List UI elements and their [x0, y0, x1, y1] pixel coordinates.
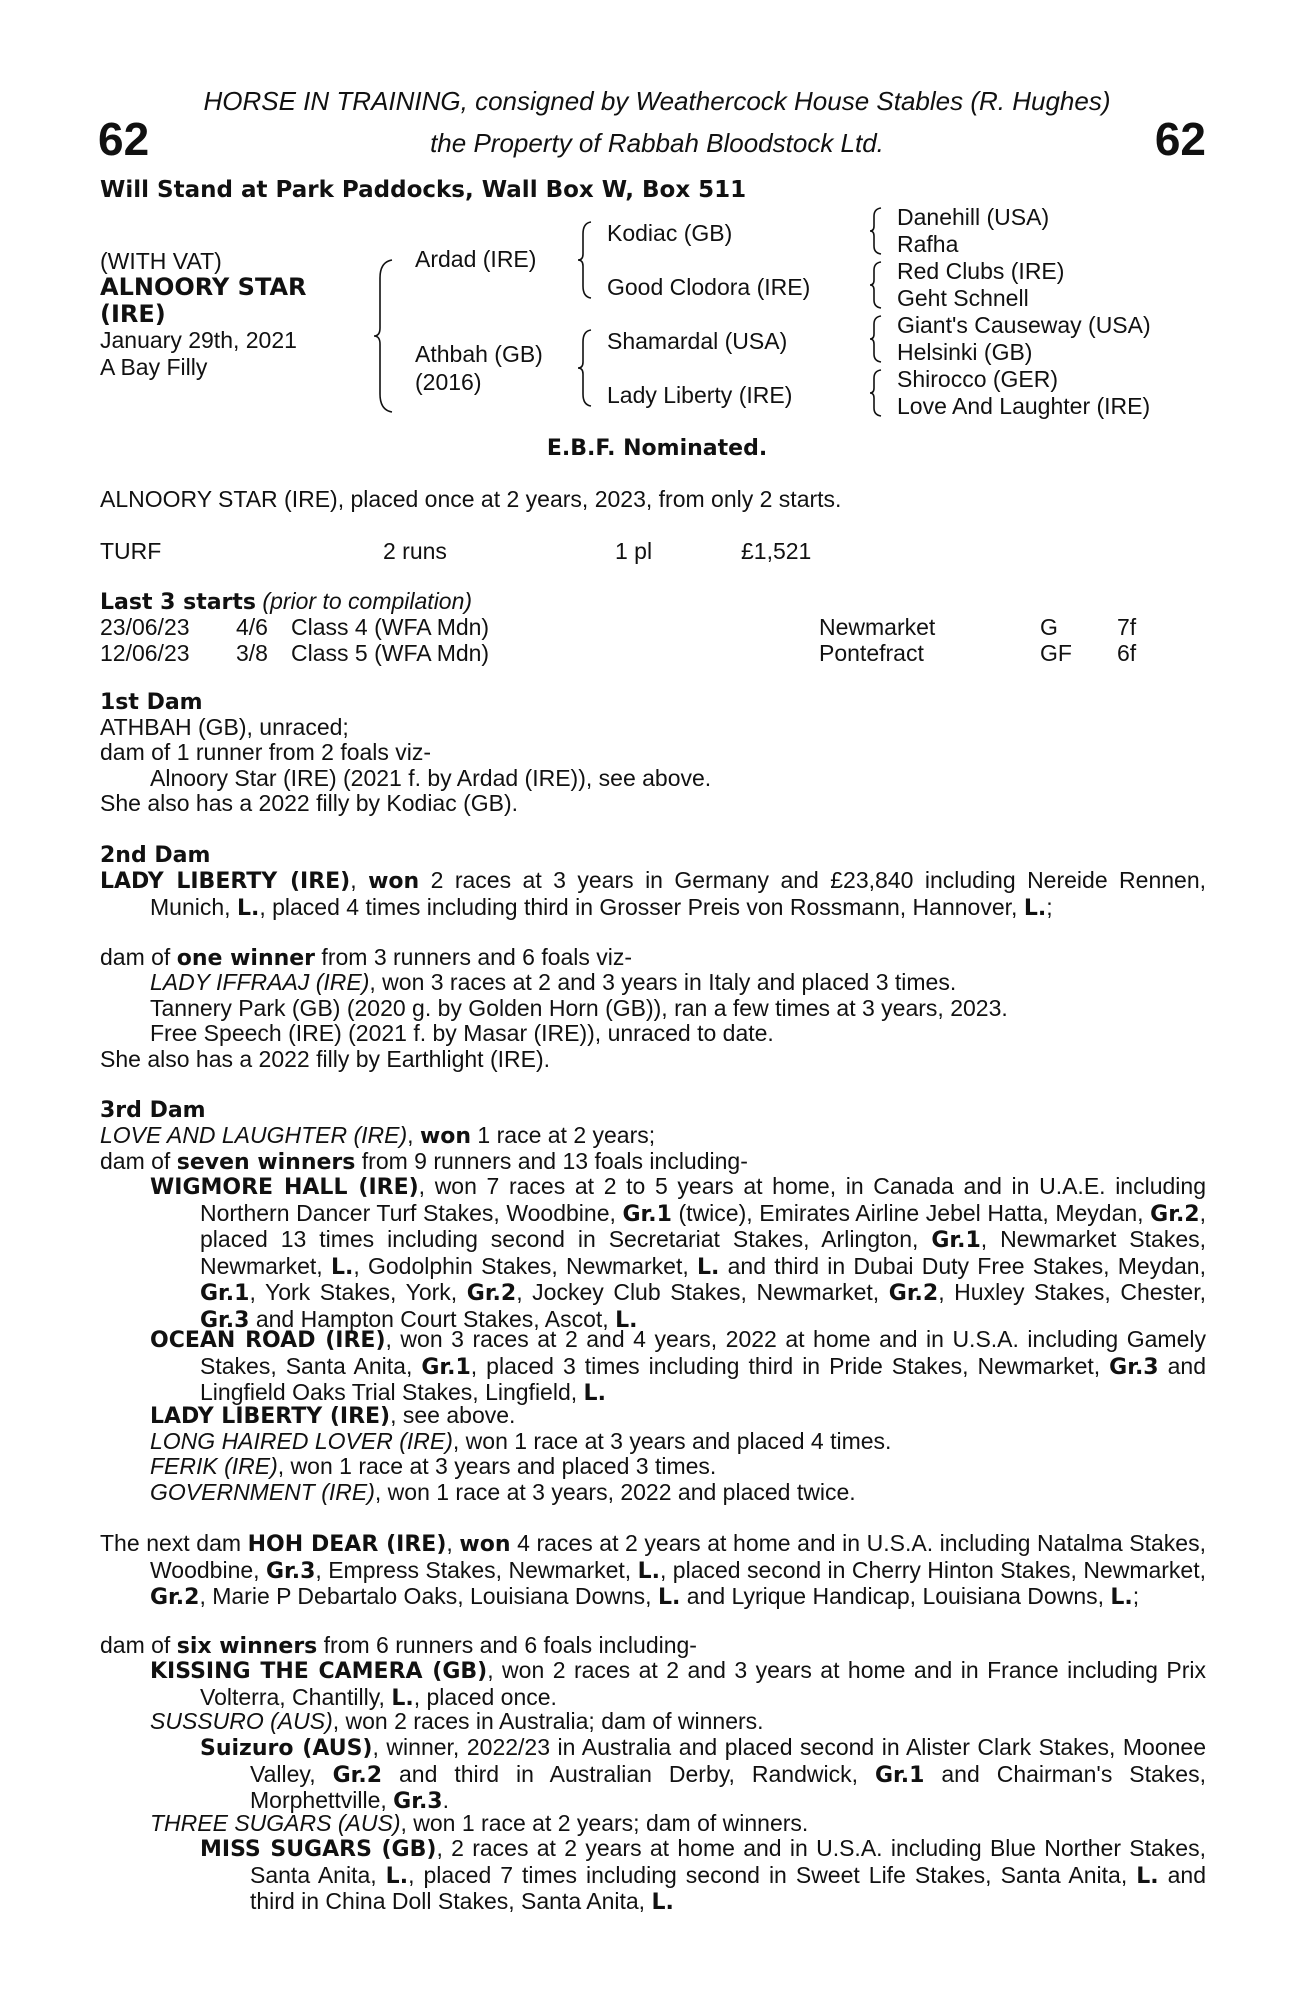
listed-mark: L.	[330, 1254, 354, 1280]
dam2-name: LADY LIBERTY (IRE)	[100, 869, 351, 894]
record-earnings: £1,521	[741, 538, 812, 564]
dam1-foal: Alnoory Star (IRE) (2021 f. by Ardad (IRE)), see above.	[150, 765, 712, 791]
start-distance: 7f	[1117, 614, 1137, 640]
listed-mark: L.	[391, 1685, 414, 1711]
dam2-offspring: Tannery Park (GB) (2020 g. by Golden Horn (GB)), ran a few times at 3 years, 2023.	[150, 995, 1008, 1021]
listed-mark: L.	[637, 1558, 660, 1584]
group-mark: Gr.3	[1109, 1354, 1159, 1380]
group-mark: Gr.2	[332, 1762, 383, 1788]
dam2-record: LADY LIBERTY (IRE), won 2 races at 3 years in Germany and £23,840 including Nereide Rennen, Munich, L., placed 4 times including third in Grosser Preis von Rossmann, Hannover, L.;	[100, 867, 1207, 921]
listed-mark: L.	[615, 1307, 638, 1333]
vat-note: (WITH VAT)	[100, 248, 222, 274]
dam2-text: 2 races at 3 years in Germany and £23,840 including Nereide Rennen, Munich,	[150, 867, 1207, 920]
next-dam-text: , Marie P Debartalo Oaks, Louisiana Downs,	[199, 1583, 658, 1609]
dam3-text: from 9 runners and 13 foals including-	[355, 1148, 748, 1174]
offspring-text: , won 2 races in Australia; dam of winners.	[332, 1708, 764, 1734]
offspring-name: KISSING THE CAMERA (GB)	[150, 1659, 488, 1684]
listed-mark: L.	[385, 1863, 409, 1889]
offspring-text: , Newmarket Stakes, Newmarket,	[200, 1226, 1206, 1279]
offspring-text: (twice), Emirates Airline Jebel Hatta, Meydan,	[671, 1199, 1151, 1226]
start-going: GF	[1040, 640, 1072, 666]
offspring-text: and third in China Doll Stakes, Santa Anita,	[250, 1861, 1207, 1914]
last-starts-note: (prior to compilation)	[262, 588, 473, 614]
horse-dob: January 29th, 2021	[100, 327, 297, 353]
offspring-name: LONG HAIRED LOVER (IRE)	[150, 1428, 453, 1454]
offspring-text: and third in Australian Derby, Randwick,	[382, 1760, 875, 1787]
pedigree-dam-dam: Lady Liberty (IRE)	[607, 382, 793, 408]
offspring-text: , 2 races at 2 years at home and in U.S.A. including Blue Norther Stakes, Santa Anita,	[250, 1835, 1206, 1888]
group-mark: Gr.1	[931, 1228, 981, 1253]
pedigree-sds: Red Clubs (IRE)	[897, 258, 1065, 284]
pedigree-sss: Danehill (USA)	[897, 204, 1050, 230]
group-mark: Gr.1	[421, 1354, 471, 1380]
pedigree-sire-dam: Good Clodora (IRE)	[607, 274, 811, 300]
next-dam-winners: six winners	[176, 1634, 318, 1659]
dam2-offspring	[150, 970, 956, 996]
start-course: Newmarket	[819, 614, 936, 640]
pedigree-brace-sire	[577, 220, 593, 306]
group-mark: Gr.3	[265, 1558, 316, 1584]
pedigree-ddd: Love And Laughter (IRE)	[897, 393, 1151, 419]
record-runs: 2 runs	[383, 538, 447, 564]
pedigree-dam-sire: Shamardal (USA)	[607, 328, 788, 354]
dam3-text: 1 race at 2 years;	[471, 1122, 656, 1148]
dam2-text: from 3 runners and 6 foals viz-	[315, 944, 633, 970]
dam2-produce	[100, 945, 632, 972]
pedigree-dam: Athbah (GB)	[415, 341, 543, 367]
record-surface: TURF	[100, 538, 162, 564]
start-race: Class 5 (WFA Mdn)	[291, 640, 490, 666]
start-course: Pontefract	[819, 640, 924, 666]
offspring-text: , won 1 race at 3 years and placed 4 times.	[452, 1428, 892, 1454]
listed-mark: L.	[1023, 895, 1047, 921]
listed-mark: L.	[236, 895, 260, 921]
next-dam-record: The next dam HOH DEAR (IRE), won 4 races at 2 years at home and in U.S.A. including Natalma Stakes, Woodbine, Gr.3, Empress Stakes, Newmarket, L., placed second in Cherry Hinton Stakes, Newmarket, Gr.2, Marie P Debartalo Oaks, Louisiana Downs, L. and Lyrique Handicap, Louisiana Downs, L.;	[100, 1530, 1207, 1610]
offspring-lady-liberty	[150, 1403, 515, 1430]
next-dam-text: The next dam	[100, 1530, 248, 1556]
dam2-also: She also has a 2022 filly by Earthlight (IRE).	[100, 1046, 551, 1072]
listed-mark: L.	[1136, 1863, 1159, 1889]
offspring-text: , Godolphin Stakes, Newmarket,	[353, 1252, 697, 1279]
offspring-text: and Hampton Court Stakes, Ascot,	[249, 1305, 616, 1332]
offspring-name: FERIK (IRE)	[150, 1453, 278, 1479]
pedigree-dam-year: (2016)	[415, 369, 482, 395]
next-dam-text: , placed second in Cherry Hinton Stakes, Newmarket,	[659, 1556, 1207, 1583]
next-dam-text: dam of	[100, 1632, 177, 1658]
dam2-offspring: Free Speech (IRE) (2021 f. by Masar (IRE)), unraced to date.	[150, 1020, 774, 1046]
offspring-name: Suizuro (AUS)	[200, 1736, 373, 1761]
dam3-name: LOVE AND LAUGHTER (IRE)	[100, 1122, 408, 1148]
offspring-text: , see above.	[390, 1402, 516, 1428]
pedigree-brace-g2	[869, 260, 883, 316]
offspring-text: , placed 7 times including second in Sweet Life Stakes, Santa Anita,	[408, 1861, 1137, 1888]
listed-mark: L.	[657, 1585, 681, 1610]
offspring-text: , Jockey Club Stakes, Newmarket,	[516, 1279, 889, 1305]
offspring-kissing-the-camera	[150, 1658, 1206, 1711]
dam3-winners: seven winners	[176, 1150, 356, 1175]
dam2-text: ;	[1046, 893, 1053, 920]
pedigree-brace-dam	[577, 328, 593, 414]
next-dam-produce	[100, 1633, 697, 1660]
next-dam-won: won	[459, 1532, 511, 1557]
offspring-name: LADY IFFRAAJ (IRE)	[150, 969, 370, 995]
offspring-text: , York Stakes, York,	[249, 1279, 467, 1305]
offspring-name: MISS SUGARS (GB)	[200, 1837, 437, 1862]
offspring-name: OCEAN ROAD (IRE)	[150, 1328, 386, 1353]
last-starts-heading	[100, 588, 472, 615]
offspring-sussuro	[150, 1709, 764, 1735]
pedigree-dds: Shirocco (GER)	[897, 366, 1059, 392]
pedigree-brace-g1	[869, 206, 883, 262]
offspring-text: and Chairman's Stakes, Morphettville,	[250, 1760, 1206, 1813]
next-dam-text: 4 races at 2 years at home and in U.S.A. including Natalma Stakes, Woodbine,	[150, 1530, 1206, 1583]
pedigree-ssd: Rafha	[897, 231, 959, 257]
group-mark: Gr.3	[393, 1789, 443, 1814]
pedigree-sire-sire: Kodiac (GB)	[607, 220, 733, 246]
lot-number-left: 62	[98, 113, 150, 165]
offspring-government	[150, 1480, 856, 1506]
pedigree-brace-g3	[869, 314, 883, 370]
dam3-heading: 3rd Dam	[100, 1098, 206, 1123]
offspring-text: , won 3 races at 2 and 4 years, 2022 at home and in U.S.A. including Gamely Stakes, Santa Anita,	[200, 1326, 1206, 1379]
horse-name: ALNOORY STAR	[100, 273, 307, 301]
stand-location: Will Stand at Park Paddocks, Wall Box W, Box 511	[100, 177, 747, 203]
dam2-won: won	[368, 869, 420, 894]
offspring-long-haired-lover	[150, 1429, 891, 1455]
group-mark: Gr.2	[466, 1281, 517, 1306]
horse-name-suffix: (IRE)	[100, 300, 166, 328]
dam3-produce	[100, 1149, 748, 1176]
header-consignor: HORSE IN TRAINING, consigned by Weathercock House Stables (R. Hughes)	[203, 86, 1111, 116]
offspring-suizuro	[200, 1735, 1206, 1815]
offspring-text: , winner, 2022/23 in Australia and placed second in Alister Clark Stakes, Moonee Valley,	[250, 1734, 1207, 1787]
offspring-text: .	[442, 1787, 449, 1813]
dam1-heading: 1st Dam	[100, 690, 203, 715]
listed-mark: L.	[583, 1381, 606, 1406]
start-distance: 6f	[1117, 640, 1137, 666]
listed-mark: L.	[651, 1890, 674, 1915]
start-date: 23/06/23	[100, 614, 190, 640]
start-position: 3/8	[236, 640, 268, 666]
offspring-text: , won 2 races at 2 and 3 years at home and in France including Prix Volterra, Chantilly,	[200, 1657, 1206, 1710]
offspring-text: , won 1 race at 3 years and placed 3 times.	[277, 1453, 717, 1479]
next-dam-name: HOH DEAR (IRE)	[247, 1532, 447, 1557]
offspring-text: , placed once.	[413, 1683, 557, 1710]
offspring-ferik	[150, 1454, 716, 1480]
group-mark: Gr.3	[200, 1307, 250, 1333]
dam1-produce: dam of 1 runner from 2 foals viz-	[100, 739, 432, 765]
dam2-winners: one winner	[176, 946, 316, 971]
next-dam-text: , Empress Stakes, Newmarket,	[315, 1556, 638, 1583]
offspring-text: , won 1 race at 3 years, 2022 and placed twice.	[374, 1479, 856, 1505]
career-summary: ALNOORY STAR (IRE), placed once at 2 years, 2023, from only 2 starts.	[100, 486, 842, 512]
start-date: 12/06/23	[100, 640, 190, 666]
offspring-ocean-road	[150, 1327, 1206, 1407]
dam2-heading: 2nd Dam	[100, 843, 211, 868]
start-position: 4/6	[236, 614, 268, 640]
offspring-wigmore-hall	[150, 1174, 1206, 1333]
offspring-text: , won 7 races at 2 to 5 years at home, in Canada and in U.A.E. including Northern Dancer Turf Stakes, Woodbine,	[200, 1173, 1206, 1226]
dam1-also: She also has a 2022 filly by Kodiac (GB).	[100, 790, 519, 816]
group-mark: Gr.1	[622, 1201, 672, 1227]
offspring-text: and Lingfield Oaks Trial Stakes, Lingfield,	[200, 1352, 1206, 1405]
offspring-miss-sugars	[200, 1836, 1206, 1916]
offspring-three-sugars	[150, 1811, 808, 1837]
pedigree-dsd: Helsinki (GB)	[897, 339, 1033, 365]
start-race: Class 4 (WFA Mdn)	[291, 614, 490, 640]
pedigree-sdd: Geht Schnell	[897, 285, 1029, 311]
group-mark: Gr.1	[874, 1762, 925, 1788]
pedigree-dss: Giant's Causeway (USA)	[897, 312, 1151, 338]
ebf-nomination: E.B.F. Nominated.	[546, 436, 768, 461]
offspring-name: SUSSURO (AUS)	[150, 1708, 333, 1734]
group-mark: Gr.2	[1150, 1201, 1200, 1227]
start-going: G	[1040, 614, 1058, 640]
listed-mark: L.	[1110, 1585, 1133, 1610]
dam2-text: , placed 4 times including third in Grosser Preis von Rossmann, Hannover,	[259, 893, 1024, 920]
record-placed: 1 pl	[615, 538, 653, 564]
header-property: the Property of Rabbah Bloodstock Ltd.	[430, 128, 884, 158]
offspring-name: WIGMORE HALL (IRE)	[150, 1175, 419, 1200]
dam3-won: won	[419, 1124, 472, 1149]
offspring-text: , placed 3 times including third in Pride Stakes, Newmarket,	[470, 1352, 1110, 1379]
last-starts-title: Last 3 starts	[100, 590, 257, 615]
offspring-name: GOVERNMENT (IRE)	[150, 1479, 375, 1505]
offspring-text: and third in Dubai Duty Free Stakes, Meydan,	[719, 1252, 1206, 1279]
group-mark: Gr.2	[888, 1281, 939, 1306]
listed-mark: L.	[696, 1254, 720, 1280]
dam1-line: ATHBAH (GB), unraced;	[100, 714, 349, 740]
offspring-text: , placed 13 times including second in Secretariat Stakes, Arlington,	[200, 1199, 1206, 1252]
offspring-name: LADY LIBERTY (IRE)	[150, 1404, 391, 1429]
pedigree-brace-g4	[869, 368, 883, 424]
next-dam-text: ;	[1132, 1583, 1140, 1609]
dam3-record: LOVE AND LAUGHTER (IRE), won 1 race at 2 years;	[100, 1122, 656, 1149]
offspring-text: , won 3 races at 2 and 3 years in Italy and placed 3 times.	[369, 969, 957, 995]
lot-number-right: 62	[1154, 113, 1206, 165]
pedigree-sire: Ardad (IRE)	[415, 246, 537, 272]
pedigree-brace-main	[372, 258, 396, 420]
group-mark: Gr.2	[150, 1585, 200, 1610]
offspring-text: , won 1 race at 2 years; dam of winners.	[400, 1810, 809, 1836]
next-dam-text: and Lyrique Handicap, Louisiana Downs,	[680, 1583, 1111, 1609]
group-mark: Gr.1	[200, 1281, 250, 1306]
offspring-text: , Huxley Stakes, Chester,	[938, 1279, 1206, 1305]
dam3-text: dam of	[100, 1148, 177, 1174]
horse-description: A Bay Filly	[100, 354, 208, 380]
offspring-name: THREE SUGARS (AUS)	[150, 1810, 401, 1836]
dam2-text: dam of	[100, 944, 177, 970]
next-dam-text: from 6 runners and 6 foals including-	[317, 1632, 697, 1658]
